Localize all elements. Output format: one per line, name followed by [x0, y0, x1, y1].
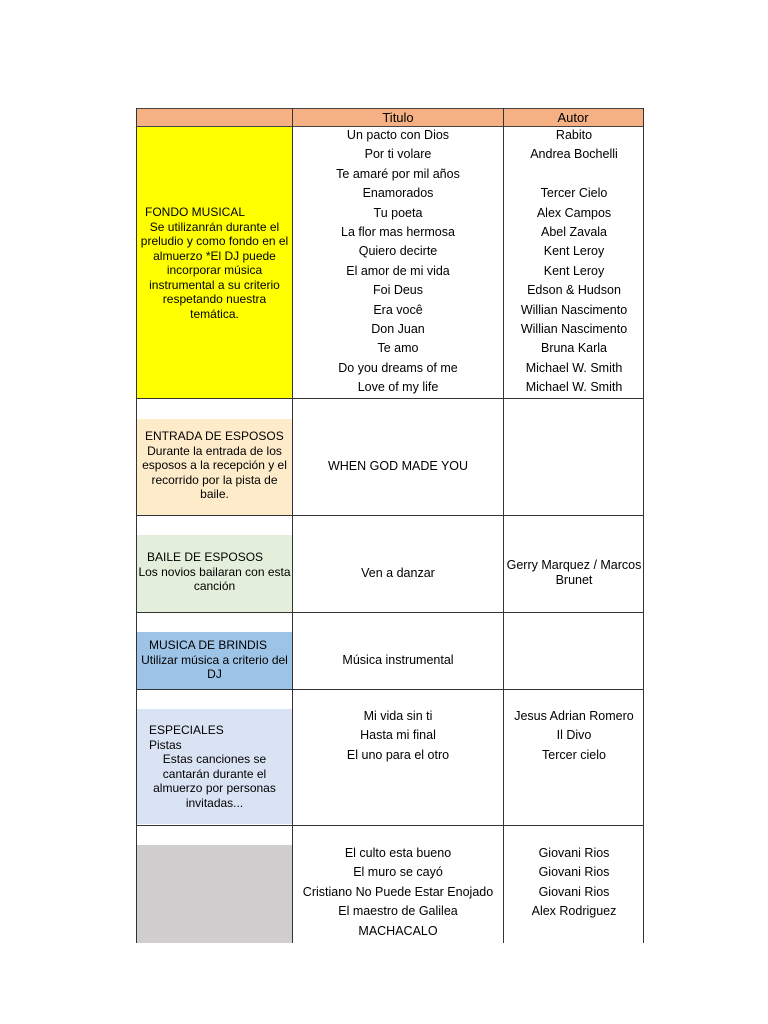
list-item: Mi vida sin ti	[363, 709, 433, 723]
grid-line	[136, 108, 137, 943]
list-item: Giovani Rios	[538, 865, 610, 880]
list-item: Michael W. Smith	[525, 360, 623, 375]
baile-author: Gerry Marquez / Marcos Brunet	[506, 558, 642, 587]
list-item: El amor de mi vida	[346, 263, 450, 278]
especiales-desc: Estas canciones se cantarán durante el almuerzo por personas invitadas...	[153, 752, 276, 810]
list-item: Giovani Rios	[538, 884, 610, 899]
especiales-sub: Pistas	[149, 737, 182, 752]
grid-line	[136, 398, 644, 399]
list-item: Kent Leroy	[543, 244, 605, 259]
especiales-cell	[137, 709, 292, 824]
list-item	[504, 922, 644, 941]
list-item: El muro se cayó	[353, 865, 443, 880]
baile-esposos-cell	[137, 535, 292, 612]
fondo-titles	[293, 126, 503, 397]
brindis-label: MUSICA DE BRINDIS	[149, 638, 268, 652]
list-item: Kent Leroy	[543, 263, 605, 278]
list-item: Enamorados	[362, 186, 434, 201]
grid-line	[136, 825, 644, 826]
list-item: El uno para el otro	[346, 747, 450, 762]
header-title: Titulo	[382, 110, 414, 125]
fondo-authors	[504, 126, 644, 397]
list-item: Do you dreams of me	[338, 360, 458, 375]
list-item: Tercer cielo	[542, 747, 606, 762]
baile-desc: Los novios bailaran con esta canción	[138, 564, 291, 593]
entrada-label: ENTRADA DE ESPOSOS	[145, 429, 284, 443]
grid-line	[292, 108, 293, 943]
list-item: El culto esta bueno	[344, 846, 452, 860]
list-item: Edson & Hudson	[527, 283, 621, 298]
list-item: Hasta mi final	[360, 728, 436, 743]
entrada-esposos-cell	[137, 419, 292, 515]
fondo-desc: Se utilizanrán durante el preludio y como fondo en el almuerzo *El DJ puede incorporar música instrumental a su criterio respetando nuestra temática.	[140, 219, 289, 321]
baile-title: Ven a danzar	[361, 566, 435, 580]
list-item: Don Juan	[371, 321, 425, 336]
list-item: Michael W. Smith	[525, 380, 623, 395]
brindis-cell	[137, 632, 292, 689]
list-item: MACHACALO	[358, 923, 438, 938]
grid-line	[136, 689, 644, 690]
list-item: La flor mas hermosa	[341, 224, 455, 239]
entrada-desc: Durante la entrada de los esposos a la recepción y el recorrido por la pista de baile.	[142, 443, 287, 501]
list-item: Cristiano No Puede Estar Enojado	[302, 884, 494, 899]
especiales-authors	[504, 707, 644, 765]
list-item: Bruna Karla	[540, 341, 607, 356]
list-item: Alex Campos	[536, 205, 612, 220]
grid-line	[136, 612, 644, 613]
especiales-titles	[293, 707, 503, 765]
list-item: Il Divo	[556, 728, 592, 743]
list-item: Te amaré por mil años	[336, 166, 460, 181]
list-item: Un pacto con Dios	[346, 128, 450, 142]
otros-cell	[137, 845, 292, 943]
baile-label: BAILE DE ESPOSOS	[147, 550, 264, 564]
list-item: Te amo	[377, 341, 419, 356]
list-item: Andrea Bochelli	[530, 147, 618, 162]
list-item: Quiero decirte	[358, 244, 438, 259]
list-item: Era você	[373, 302, 423, 317]
list-item: Tu poeta	[373, 205, 423, 220]
fondo-musical-cell	[137, 127, 292, 398]
list-item: Willian Nascimento	[520, 321, 628, 336]
list-item: Foi Deus	[372, 283, 424, 298]
especiales-label: ESPECIALES	[149, 723, 224, 737]
list-item: Jesus Adrian Romero	[514, 709, 634, 723]
list-item: Giovani Rios	[538, 846, 610, 860]
entrada-title: WHEN GOD MADE YOU	[327, 459, 469, 473]
otros-titles	[293, 844, 503, 941]
brindis-desc: Utilizar música a criterio del DJ	[141, 652, 288, 681]
list-item: Love of my life	[357, 380, 439, 395]
list-item	[504, 165, 644, 184]
grid-line	[136, 515, 644, 516]
grid-line	[503, 108, 504, 943]
list-item: Por ti volare	[364, 147, 432, 162]
header-author: Autor	[557, 110, 589, 125]
list-item: El maestro de Galilea	[338, 904, 458, 919]
list-item: Abel Zavala	[540, 224, 607, 239]
brindis-title: Música instrumental	[342, 653, 454, 667]
list-item: Rabito	[555, 128, 593, 142]
otros-authors	[504, 844, 644, 941]
grid-line	[643, 108, 644, 943]
fondo-label: FONDO MUSICAL	[145, 205, 246, 219]
table-header	[136, 108, 644, 127]
list-item: Alex Rodriguez	[531, 904, 617, 919]
list-item: Tercer Cielo	[540, 186, 608, 201]
list-item: Willian Nascimento	[520, 302, 628, 317]
